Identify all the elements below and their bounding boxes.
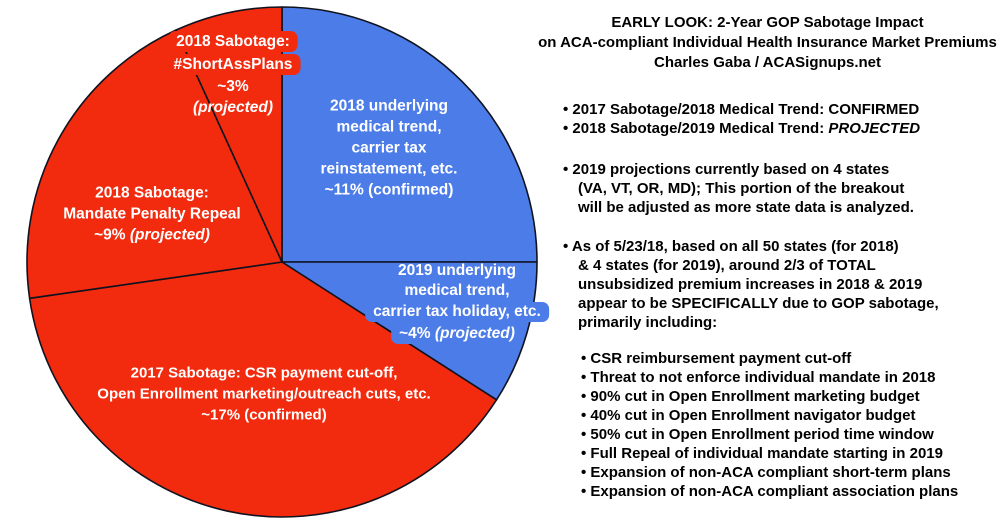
- pie-label-2018-sabotage-mandate: [63, 183, 240, 246]
- sabotage-item: • Threat to not enforce individual mandate in 2018: [581, 369, 936, 386]
- title-line-1: EARLY LOOK: 2-Year GOP Sabotage Impact: [611, 14, 924, 31]
- pie-label-2017-sabotage-csr: [97, 363, 430, 426]
- label-line: medical trend,: [404, 282, 510, 299]
- bullet-line: unsubsidized premium increases in 2018 & 2019: [578, 276, 923, 293]
- label-line: Mandate Penalty Repeal: [63, 205, 241, 223]
- sabotage-item: • 90% cut in Open Enrollment marketing budget: [581, 388, 920, 405]
- bullet-group-projections: [535, 160, 1000, 217]
- label-line: carrier tax: [351, 139, 427, 157]
- sabotage-item: • Expansion of non-ACA compliant short-term plans: [581, 464, 951, 481]
- label-line: ~9% (projected): [94, 226, 210, 244]
- bullet-line: • 2019 projections currently based on 4 states: [563, 161, 890, 178]
- pie-label-2019-medical-trend: [365, 261, 549, 345]
- title-line-2: on ACA-compliant Individual Health Insurance Market Premiums: [538, 34, 997, 51]
- pie-label-2018-medical-trend: [321, 96, 458, 201]
- sabotage-item: • 50% cut in Open Enrollment period time window: [581, 426, 934, 443]
- bullet-line: • As of 5/23/18, based on all 50 states (for 2018): [563, 238, 899, 255]
- bullet-line: appear to be SPECIFICALLY due to GOP sabotage,: [578, 295, 939, 312]
- bullet-2017-confirmed: • 2017 Sabotage/2018 Medical Trend: CONFIRMED: [563, 101, 920, 118]
- bullet-group-as-of-date: [535, 237, 1000, 332]
- label-line: 2018 Sabotage:: [95, 184, 209, 202]
- label-line: 2017 Sabotage: CSR payment cut-off,: [130, 364, 398, 382]
- sabotage-item: • Expansion of non-ACA compliant association plans: [581, 483, 959, 500]
- bullet-2018-projected: • 2018 Sabotage/2019 Medical Trend: PROJECTED: [563, 120, 921, 137]
- bullet-line: (VA, VT, OR, MD); This portion of the breakout: [578, 180, 905, 197]
- label-line-highlighted: 2018 Sabotage:: [168, 31, 298, 52]
- label-line: Open Enrollment marketing/outreach cuts, etc.: [97, 385, 431, 403]
- bullet-line: will be adjusted as more state data is analyzed.: [578, 199, 914, 216]
- bullet-line: primarily including:: [578, 314, 718, 331]
- label-line-highlighted: #ShortAssPlans: [166, 54, 301, 75]
- bullet-group-sabotage-items: [535, 349, 1000, 501]
- label-line: 2018 underlying: [329, 97, 448, 115]
- bullet-group-status: [535, 100, 1000, 138]
- pie-label-2018-sabotage-shortassplans: [166, 30, 301, 118]
- label-line: ~17% (confirmed): [201, 406, 327, 424]
- label-line: reinstatement, etc.: [320, 160, 458, 178]
- sabotage-item: • CSR reimbursement payment cut-off: [581, 350, 852, 367]
- label-line: 2019 underlying: [397, 262, 516, 279]
- label-line-highlighted: carrier tax holiday, etc.: [365, 302, 549, 322]
- bullet-line: & 4 states (for 2019), around 2/3 of TOTAL: [578, 257, 876, 274]
- label-line: medical trend,: [336, 118, 442, 136]
- label-line: (projected): [192, 99, 274, 116]
- label-line: ~3%: [217, 78, 249, 95]
- label-line: ~11% (confirmed): [324, 181, 454, 199]
- title-line-3-attribution: Charles Gaba / ACASignups.net: [654, 54, 881, 71]
- sabotage-item: • 40% cut in Open Enrollment navigator budget: [581, 407, 916, 424]
- label-line-highlighted: ~4% (projected): [391, 324, 523, 344]
- chart-title: [535, 13, 1000, 73]
- sabotage-item: • Full Repeal of individual mandate starting in 2019: [581, 445, 943, 462]
